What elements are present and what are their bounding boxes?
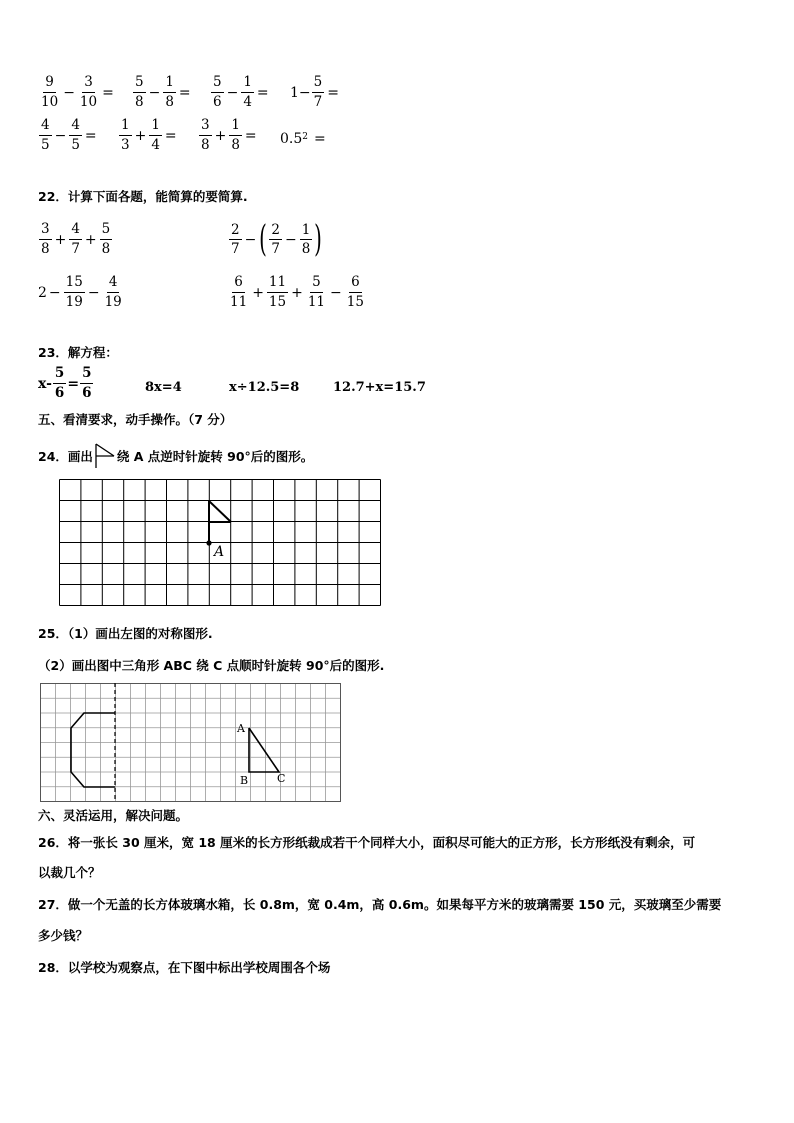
expr-r2-2: $\frac{1}{3}$ + $\frac{1}{4}$ = — [121, 117, 177, 153]
q22-expr-1: $\frac{3}{8}$ + $\frac{4}{7}$ + $\frac{5}{8}$ — [41, 221, 111, 257]
expr-r1-4: 1− $\frac{5}{7}$ = — [290, 74, 339, 110]
flag-shape-icon — [94, 443, 116, 469]
q23-eq-4: 12.7+x=15.7 — [333, 380, 426, 395]
q25-line-1: 25．（1）画出左图的对称图形. — [38, 626, 213, 641]
q23-eq-1: x- $\frac{5}{6}$ = $\frac{5}{6}$ — [38, 365, 92, 401]
fraction: $\frac{3}{10}$ — [79, 74, 98, 110]
q22-expr-4: $\frac{6}{11}$ + $\frac{11}{15}$ + $\frac{5}{11}$ − $\frac{6}{15}$ — [230, 274, 364, 310]
expr-r2-1: $\frac{4}{5}$ − $\frac{4}{5}$ = — [41, 117, 97, 153]
q23-eq-2: 8x=4 — [145, 380, 182, 395]
q26-line-2: 以裁几个？ — [38, 865, 101, 880]
q23-title: 23．解方程： — [38, 345, 118, 360]
fraction: $\frac{9}{10}$ — [41, 74, 59, 110]
q28-line-1: 28．以学校为观察点，在下图中标出学校周围各个场 — [38, 960, 331, 975]
expr-r2-4: 0.5 $^2$ = — [280, 131, 326, 147]
expr-r1-2: $\frac{5}{8}$ − $\frac{1}{8}$ = — [135, 74, 191, 110]
q25-triangle-abc — [249, 728, 279, 772]
q25-label-c: C — [277, 772, 286, 785]
q25-left-figure — [71, 713, 115, 787]
q25-label-b: B — [240, 774, 249, 787]
q24-grid[interactable] — [59, 479, 383, 609]
expr-r1-3: $\frac{5}{6}$ − $\frac{1}{4}$ = — [213, 74, 269, 110]
q27-line-2: 多少钱？ — [38, 928, 89, 943]
expr-r2-3: $\frac{3}{8}$ + $\frac{1}{8}$ = — [201, 117, 257, 153]
section-6-heading: 六、灵活运用，解决问题。 — [38, 808, 189, 823]
section-5-heading: 五、看清要求，动手操作。（7 分） — [38, 412, 233, 427]
q24-prompt: 24．画出 绕 A 点逆时针旋转 90°后的图形。 — [38, 443, 313, 469]
q22-title: 22．计算下面各题，能简算的要简算. — [38, 189, 248, 204]
q24-flag-figure — [206, 501, 231, 546]
q24-point-a-label: A — [214, 544, 225, 560]
q23-eq-3: x÷12.5=8 — [229, 380, 300, 395]
q25-line-2: （2）画出图中三角形 ABC 绕 C 点顺时针旋转 90°后的图形. — [38, 658, 385, 673]
q22-expr-2: $\frac{2}{7}$ − ( $\frac{2}{7}$ − $\frac{1}{8}$ ) — [231, 219, 323, 260]
q25-label-a: A — [237, 722, 245, 735]
expr-r1-1: $\frac{9}{10}$ − $\frac{3}{10}$ = — [41, 74, 114, 110]
q26-line-1: 26．将一张长 30 厘米，宽 18 厘米的长方形纸裁成若干个同样大小，面积尽可能大的正方形，长方形纸没有剩余，可 — [38, 835, 696, 850]
q25-grid[interactable] — [40, 683, 342, 803]
q27-line-1: 27．做一个无盖的长方体玻璃水箱，长 0.8m，宽 0.4m，高 0.6m。如果每平方米的玻璃需要 150 元，买玻璃至少需要 — [38, 897, 722, 912]
q22-expr-3: 2 − $\frac{15}{19}$ − $\frac{4}{19}$ — [38, 274, 122, 310]
